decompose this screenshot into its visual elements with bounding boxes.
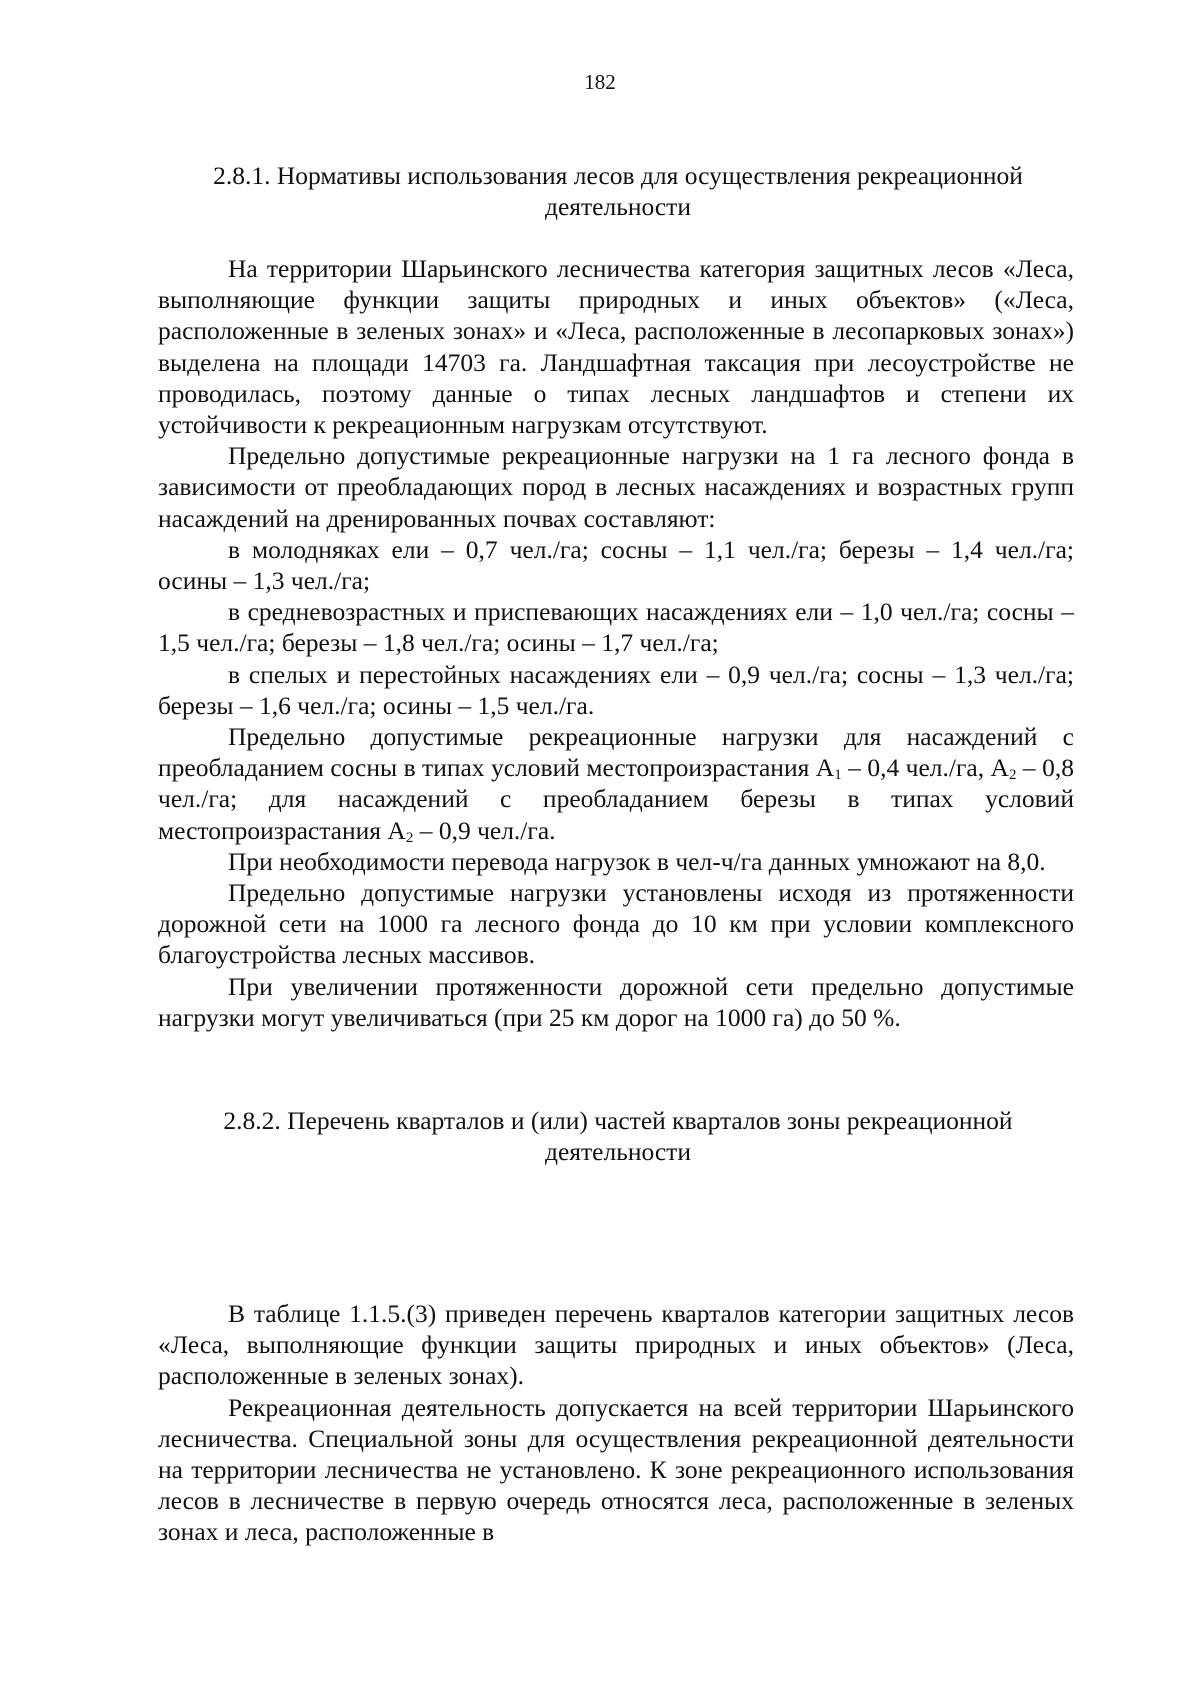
- section-heading-2-8-2: [158, 1105, 1078, 1167]
- subscript: 2: [405, 829, 414, 846]
- paragraph: Предельно допустимые рекреационные нагрузки на 1 га лесного фонда в зависимости от преобладающих пород в лесных насаждениях и возрастных групп насаждений на дренированных почвах составляют:: [158, 441, 1074, 533]
- subscript: 1: [834, 767, 842, 784]
- paragraph: При необходимости перевода нагрузок в чел-ч/га данных умножают на 8,0.: [228, 846, 1046, 876]
- heading-line: 2.8.2. Перечень кварталов и (или) частей кварталов зоны рекреационной: [223, 1106, 1013, 1135]
- page-number: 182: [584, 70, 616, 94]
- text-run: – 0,4 чел./га, А: [841, 753, 1009, 783]
- paragraph: Предельно допустимые нагрузки установлены исходя из протяженности дорожной сети на 1000 га лесного фонда до 10 км при условии комплексного благоустройства лесных массивов.: [158, 878, 1074, 970]
- text-run: Предельно допустимые рекреационные нагрузки для насаждений с преобладанием сосны в типах условий местопроизрастания А: [158, 722, 1074, 783]
- heading-line: деятельности: [545, 192, 691, 221]
- text-run: – 0,9 чел./га.: [413, 815, 556, 845]
- paragraph: [158, 721, 1074, 846]
- subscript: 2: [1008, 767, 1017, 784]
- paragraph: На территории Шарьинского лесничества категория защитных лесов «Леса, выполняющие функции защиты природных и иных объектов» («Леса, расположенные в зеленых зонах» и «Леса, расположенные в лесопарковых зонах») выделена на площади 14703 га. Ландшафтная таксация при лесоустройстве не проводилась, поэтому данные о типах лесных ландшафтов и степени их устойчивости к рекреационным нагрузкам отсутствуют.: [158, 254, 1074, 440]
- section-heading-2-8-1: [158, 160, 1078, 222]
- paragraph: В таблице 1.1.5.(3) приведен перечень кварталов категории защитных лесов «Леса, выполняющие функции защиты природных и иных объектов» (Леса, расположенные в зеленых зонах).: [158, 1299, 1074, 1391]
- paragraph: в спелых и перестойных насаждениях ели – 0,9 чел./га; сосны – 1,3 чел./га; березы – 1,6 чел./га; осины – 1,5 чел./га.: [158, 659, 1074, 720]
- text-run: – 0,8 чел./га; для насаждений с преобладанием березы в типах условий местопроизрастания А: [158, 753, 1074, 845]
- heading-line: деятельности: [545, 1137, 691, 1166]
- section-body-2-8-1: [158, 253, 1074, 1033]
- heading-line: 2.8.1. Нормативы использования лесов для осуществления рекреационной: [213, 161, 1023, 190]
- paragraph: Рекреационная деятельность допускается на всей территории Шарьинского лесничества. Специальной зоны для осуществления рекреационной деятельности на территории лесничества не установлено. К зоне рекреационного использования лесов в лесничестве в первую очередь относятся леса, расположенные в зеленых зонах и леса, расположенные в: [158, 1392, 1074, 1547]
- paragraph: в средневозрастных и приспевающих насаждениях ели – 1,0 чел./га; сосны – 1,5 чел./га; березы – 1,8 чел./га; осины – 1,7 чел./га;: [158, 597, 1074, 658]
- paragraph: в молодняках ели – 0,7 чел./га; сосны – 1,1 чел./га; березы – 1,4 чел./га; осины – 1,3 чел./га;: [158, 534, 1074, 596]
- paragraph: При увеличении протяженности дорожной сети предельно допустимые нагрузки могут увеличиваться (при 25 км дорог на 1000 га) до 50 %.: [158, 971, 1074, 1032]
- section-body-2-8-2: [158, 1298, 1074, 1548]
